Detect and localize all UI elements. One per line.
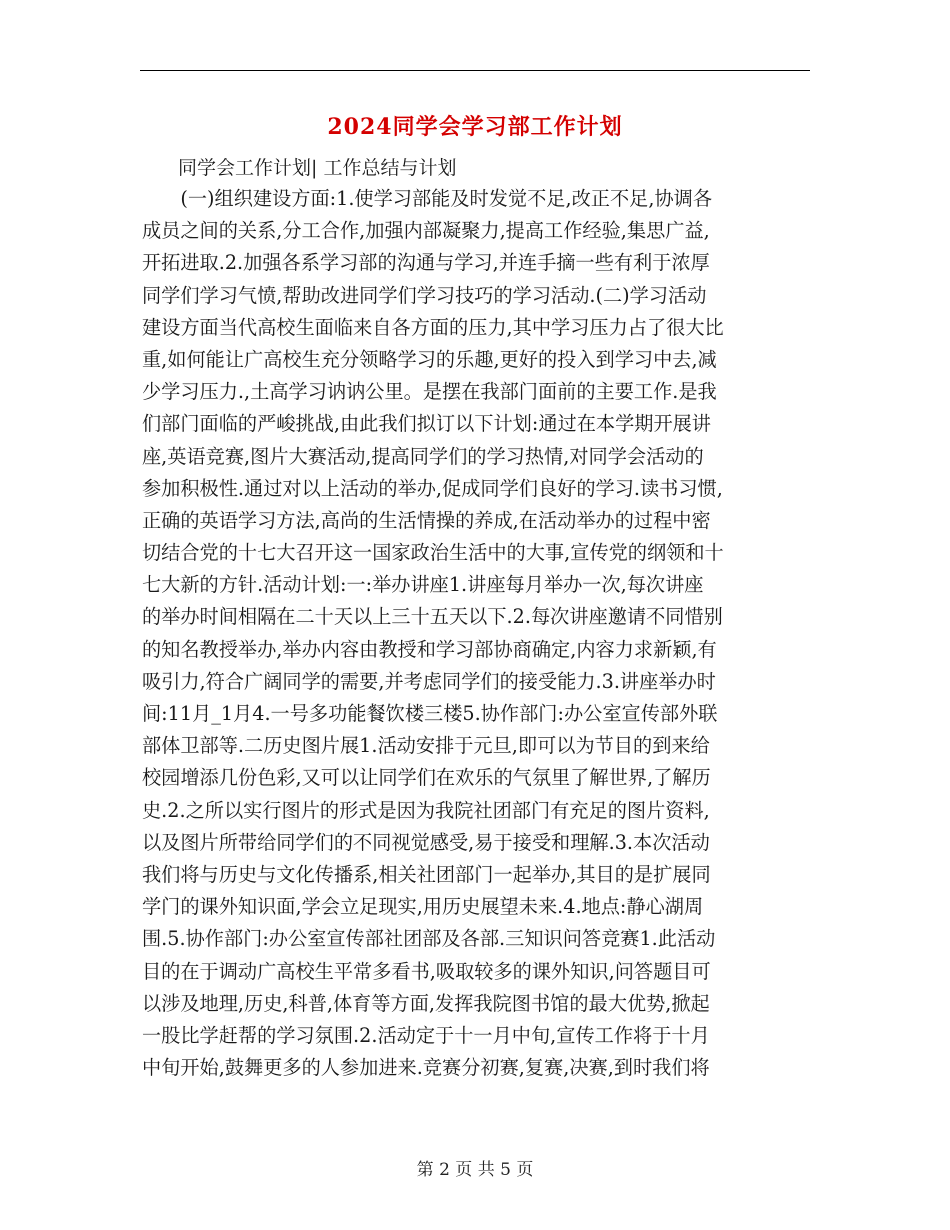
body-line: 目的在于调动广高校生平常多看书,吸取较多的课外知识,问答题目可 bbox=[142, 959, 711, 983]
body-line: 中旬开始,鼓舞更多的人参加进来.竞赛分初赛,复赛,决赛,到时我们将 bbox=[142, 1056, 710, 1080]
body-line: 以涉及地理,历史,科普,体育等方面,发挥我院图书馆的最大优势,掀起 bbox=[142, 991, 710, 1015]
body-line: 我们将与历史与文化传播系,相关社团部门一起举办,其目的是扩展同 bbox=[142, 862, 711, 886]
body-line: 少学习压力.,土高学习讷讷公里。是摆在我部门面前的主要工作.是我 bbox=[142, 380, 717, 404]
body-line: 史.2.之所以实行图片的形式是因为我院社团部门有充足的图片资料, bbox=[142, 798, 710, 822]
body-line: 七大新的方针.活动计划:一:举办讲座1.讲座每月举办一次,每次讲座 bbox=[142, 573, 704, 597]
body-line: 部体卫部等.二历史图片展1.活动安排于元旦,即可以为节目的到来给 bbox=[142, 734, 710, 758]
document-subtitle: 同学会工作计划| 工作总结与计划 bbox=[178, 157, 457, 179]
page-number: 第 2 页 共 5 页 bbox=[416, 1160, 534, 1180]
body-line: 的举办时间相隔在二十天以上三十五天以下.2.每次讲座邀请不同惜别 bbox=[142, 605, 723, 629]
body-line: 一股比学赶帮的学习氛围.2.活动定于十一月中旬,宣传工作将于十月 bbox=[142, 1023, 710, 1047]
body-line: 围.5.协作部门:办公室宣传部社团部及各部.三知识问答竞赛1.此活动 bbox=[142, 927, 716, 951]
document-title: 2024同学会学习部工作计划 bbox=[327, 114, 623, 140]
header-rule bbox=[140, 70, 810, 71]
body-line: 以及图片所带给同学们的不同视觉感受,易于接受和理解.3.本次活动 bbox=[142, 830, 710, 854]
body-line: 吸引力,符合广阔同学的需要,并考虑同学们的接受能力.3.讲座举办时 bbox=[142, 669, 716, 693]
body-line: 们部门面临的严峻挑战,由此我们拟订以下计划:通过在本学期开展讲 bbox=[142, 412, 711, 436]
body-line: 间:11月_1月4.一号多功能餐饮楼三楼5.协作部门:办公室宣传部外联 bbox=[142, 702, 718, 725]
body-line: 同学们学习气愤,帮助改进同学们学习技巧的学习活动.(二)学习活动 bbox=[142, 283, 707, 307]
document-body bbox=[142, 183, 812, 1084]
body-line: 成员之间的关系,分工合作,加强内部凝聚力,提高工作经验,集思广益, bbox=[142, 219, 710, 243]
body-line: 切结合党的十七大召开这一国家政治生活中的大事,宣传党的纲领和十 bbox=[142, 541, 724, 565]
body-line: 开拓进取.2.加强各系学习部的沟通与学习,并连手摘一些有利于浓厚 bbox=[142, 251, 710, 275]
body-line: 正确的英语学习方法,高尚的生活情操的养成,在活动举办的过程中密 bbox=[142, 508, 711, 532]
body-line: 的知名教授举办,举办内容由教授和学习部协商确定,内容力求新颖,有 bbox=[142, 637, 717, 661]
body-line: 校园增添几份色彩,又可以让同学们在欢乐的气氛里了解世界,了解历 bbox=[142, 766, 711, 790]
body-line: (一)组织建设方面:1.使学习部能及时发觉不足,改正不足,协调各 bbox=[142, 187, 713, 210]
body-line: 学门的课外知识面,学会立足现实,用历史展望未来.4.地点:静心湖周 bbox=[142, 895, 704, 919]
body-line: 参加积极性.通过对以上活动的举办,促成同学们良好的学习.读书习惯, bbox=[142, 476, 723, 500]
body-line: 建设方面当代高校生面临来自各方面的压力,其中学习压力占了很大比 bbox=[142, 315, 724, 339]
body-line: 座,英语竞赛,图片大赛活动,提高同学们的学习热情,对同学会活动的 bbox=[142, 444, 704, 468]
body-line: 重,如何能让广高校生充分领略学习的乐趣,更好的投入到学习中去,减 bbox=[142, 347, 717, 371]
